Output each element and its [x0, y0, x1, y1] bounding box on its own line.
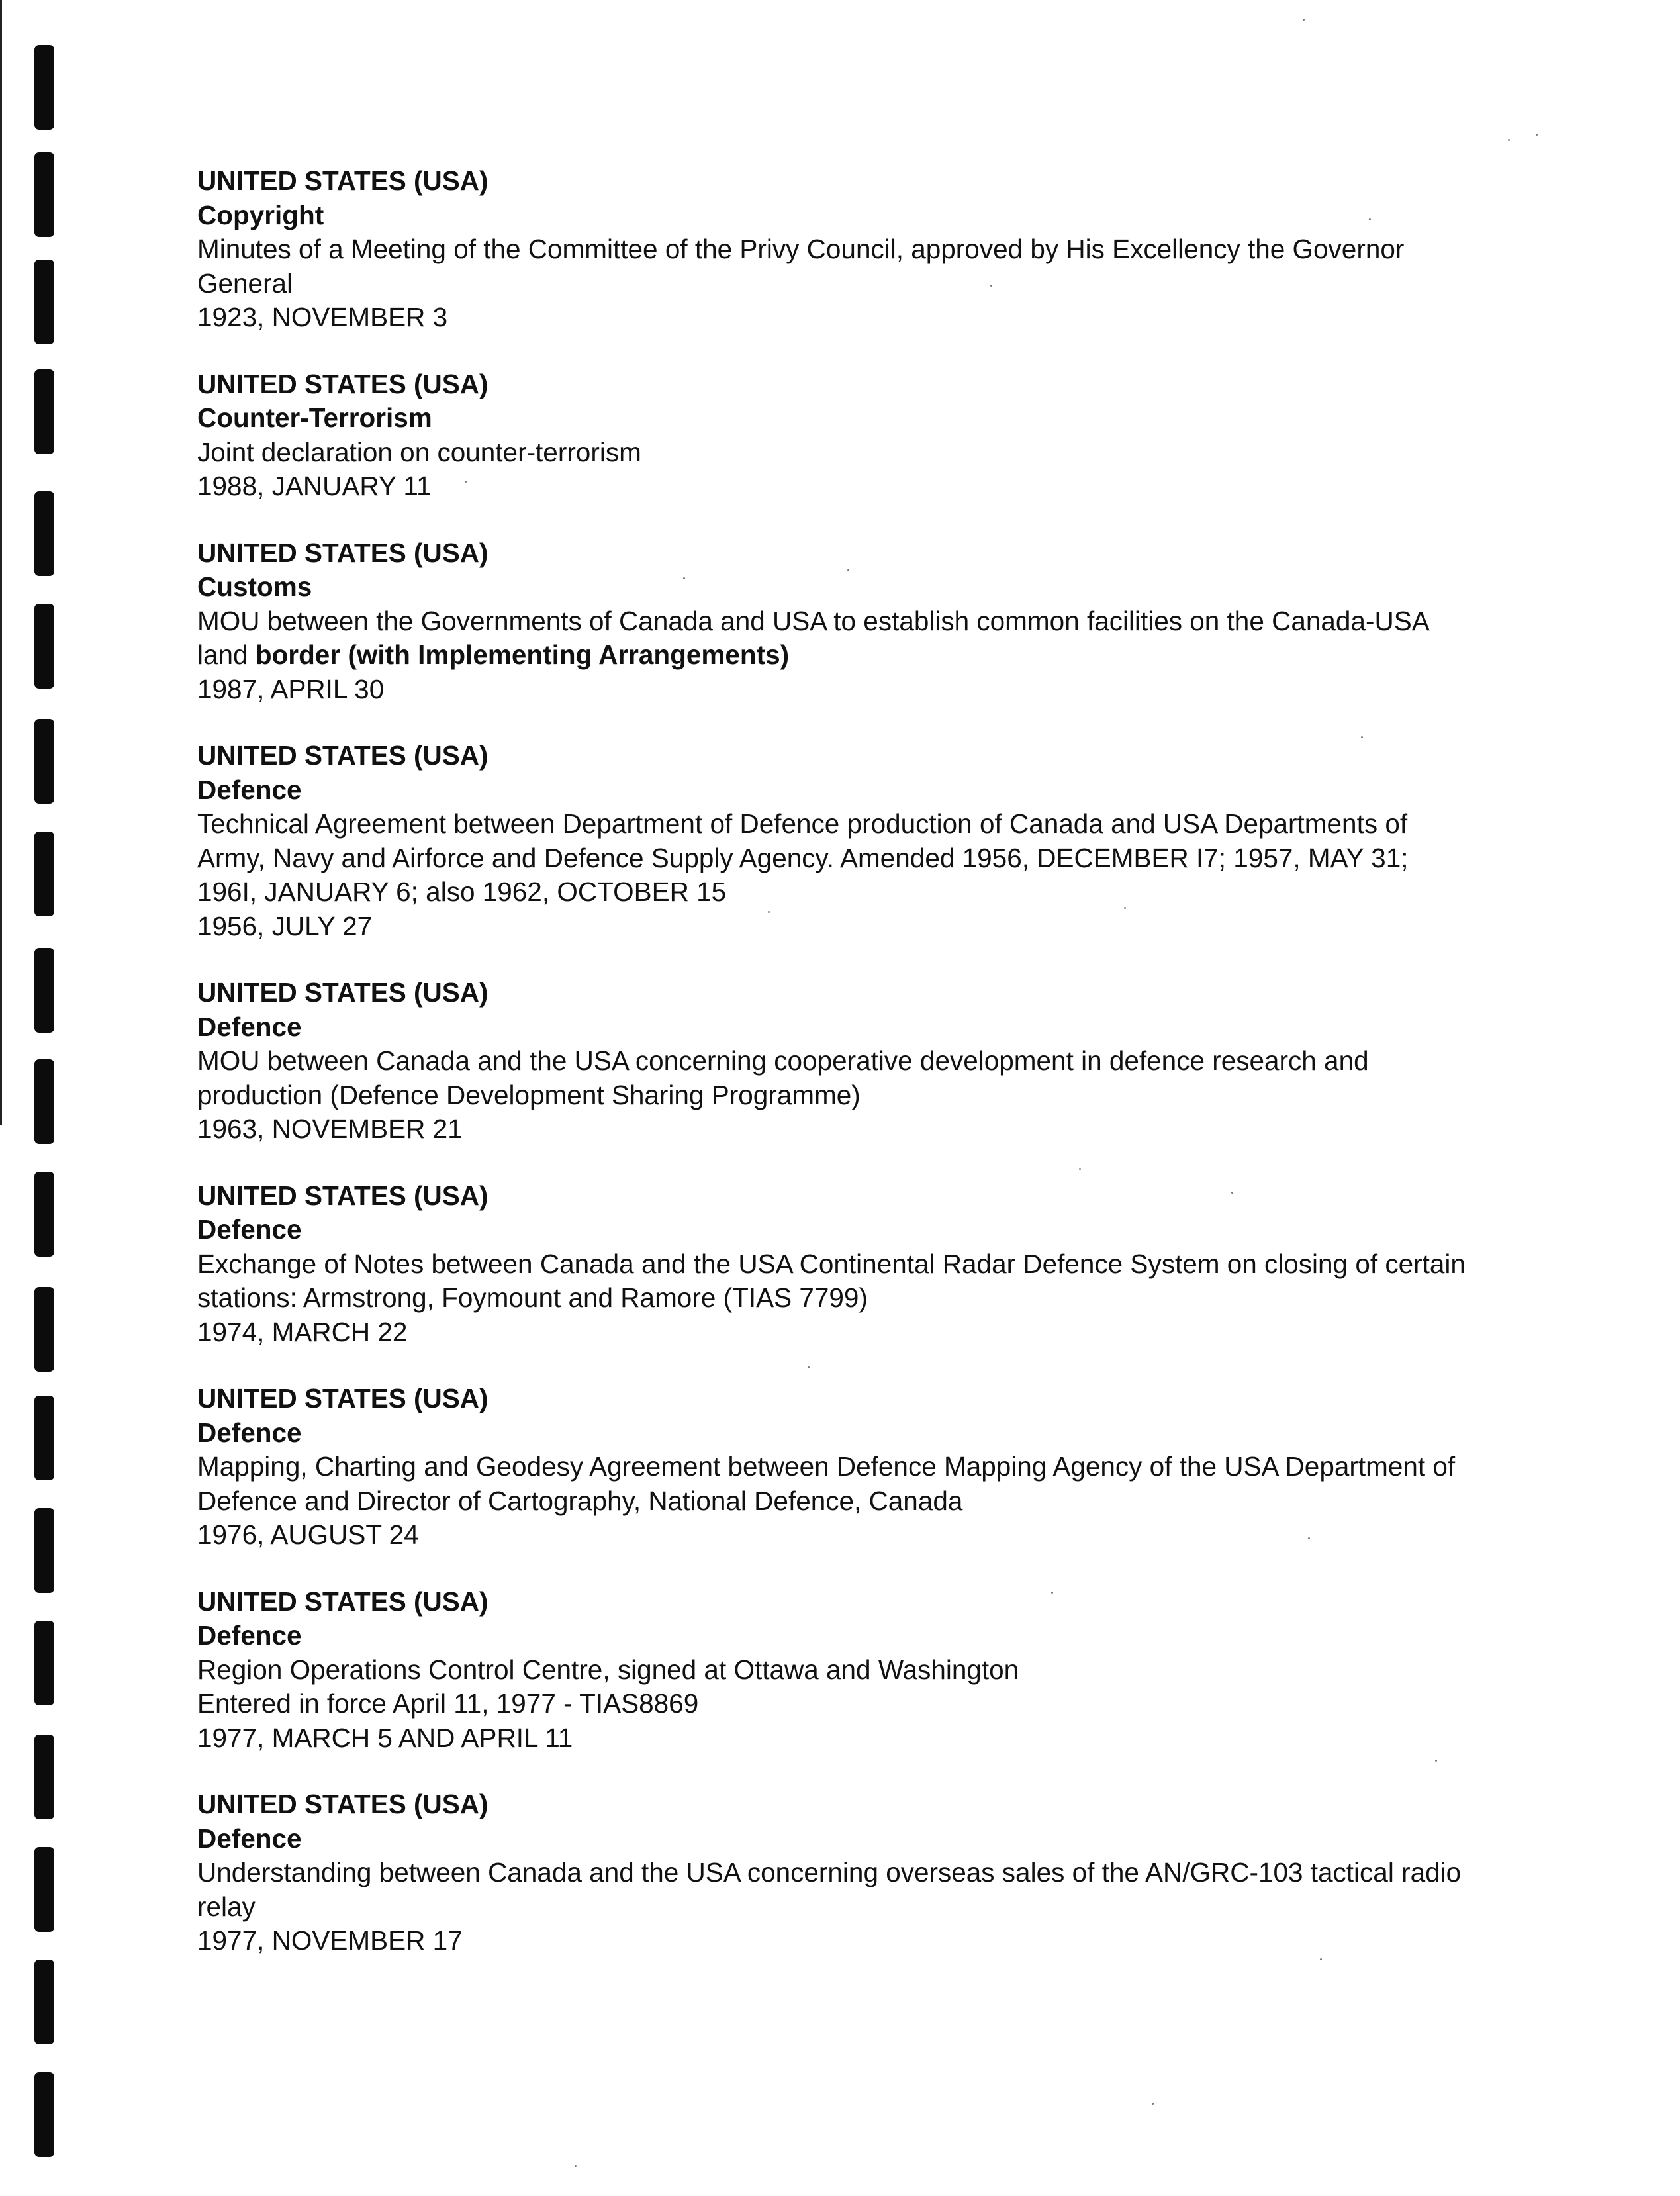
punch-hole	[34, 1172, 54, 1257]
entry-subject: Defence	[197, 1417, 302, 1448]
entry-description-line: Army, Navy and Airforce and Defence Supply Agency. Amended 1956, DECEMBER I7; 1957, MAY 31;	[197, 842, 1409, 873]
treaty-entry	[197, 536, 1515, 707]
treaty-entry	[197, 976, 1515, 1147]
scan-speck	[683, 577, 685, 579]
punch-hole	[34, 2072, 54, 2157]
entry-subject: Defence	[197, 774, 302, 805]
entry-description-line: Mapping, Charting and Geodesy Agreement between Defence Mapping Agency of the USA Department of	[197, 1451, 1456, 1482]
entry-subject: Defence	[197, 1823, 302, 1854]
scan-speck	[847, 569, 849, 571]
entry-date: 1923, NOVEMBER 3	[197, 302, 448, 332]
punch-hole	[34, 719, 54, 804]
entry-date: 1977, NOVEMBER 17	[197, 1925, 463, 1956]
entry-country: UNITED STATES (USA)	[197, 977, 489, 1008]
scan-speck	[990, 285, 992, 287]
description-bold-text: border (with Implementing Arrangements)	[255, 640, 790, 670]
entry-subject: Counter-Terrorism	[197, 403, 432, 433]
entry-description-line: Entered in force April 11, 1977 - TIAS8869	[197, 1688, 699, 1719]
entry-description-line: General	[197, 267, 293, 299]
scan-speck	[465, 481, 467, 483]
scan-speck	[575, 2165, 577, 2167]
punch-hole	[34, 604, 54, 689]
scan-speck	[1079, 1168, 1081, 1170]
entry-description-line: relay	[197, 1891, 256, 1922]
scan-speck	[1320, 1958, 1322, 1960]
entry-date: 1976, AUGUST 24	[197, 1519, 419, 1550]
entry-description-line: stations: Armstrong, Foymount and Ramore (TIAS 7799)	[197, 1282, 868, 1313]
entry-country: UNITED STATES (USA)	[197, 1180, 489, 1211]
entry-description-line: 196I, JANUARY 6; also 1962, OCTOBER 15	[197, 877, 727, 907]
punch-hole	[34, 832, 54, 916]
treaty-entry	[197, 367, 1515, 504]
treaty-entry	[197, 1585, 1515, 1756]
entry-date: 1956, JULY 27	[197, 910, 373, 941]
scan-speck	[808, 1366, 810, 1368]
entry-country: UNITED STATES (USA)	[197, 368, 489, 399]
entry-date: 1987, APRIL 30	[197, 673, 385, 704]
entry-country: UNITED STATES (USA)	[197, 740, 489, 771]
binder-holes	[0, 0, 73, 2196]
entry-description-line: Technical Agreement between Department of Defence production of Canada and USA Departments of	[197, 808, 1408, 839]
punch-hole	[34, 1059, 54, 1144]
entry-subject: Defence	[197, 1620, 302, 1650]
entry-country: UNITED STATES (USA)	[197, 166, 489, 196]
punch-hole	[34, 1847, 54, 1932]
entry-country: UNITED STATES (USA)	[197, 1586, 489, 1617]
treaty-entry	[197, 1382, 1515, 1552]
entry-subject: Customs	[197, 571, 312, 602]
entry-date: 1963, NOVEMBER 21	[197, 1114, 463, 1144]
entry-description-line: MOU between Canada and the USA concerning cooperative development in defence research and	[197, 1045, 1369, 1076]
scan-speck	[1152, 2103, 1154, 2105]
entry-date: 1977, MARCH 5 AND APRIL 11	[197, 1722, 573, 1753]
scan-speck	[1536, 134, 1538, 136]
scan-speck	[1124, 907, 1126, 909]
punch-hole	[34, 1508, 54, 1593]
entry-description-line: MOU between the Governments of Canada and USA to establish common facilities on the Canada-USA	[197, 605, 1430, 636]
punch-hole	[34, 369, 54, 454]
entry-description-line: Defence and Director of Cartography, National Defence, Canada	[197, 1485, 963, 1516]
entry-description-line: Joint declaration on counter-terrorism	[197, 436, 641, 467]
entry-description-line: Exchange of Notes between Canada and the USA Continental Radar Defence System on closing of certain	[197, 1248, 1466, 1279]
description-regular-text: land	[197, 640, 256, 670]
entry-country: UNITED STATES (USA)	[197, 1383, 489, 1413]
punch-hole	[34, 491, 54, 576]
treaty-entry	[197, 164, 1515, 335]
entry-subject: Defence	[197, 1011, 302, 1042]
entry-description-line: production (Defence Development Sharing Programme)	[197, 1079, 861, 1110]
scan-speck	[768, 911, 770, 913]
entry-date: 1988, JANUARY 11	[197, 471, 432, 501]
scan-speck	[1361, 736, 1363, 738]
scan-speck	[1231, 1192, 1233, 1194]
entry-description-line: Region Operations Control Centre, signed at Ottawa and Washington	[197, 1654, 1019, 1685]
page-edge	[0, 0, 2, 1125]
scan-speck	[1369, 218, 1371, 220]
entry-country: UNITED STATES (USA)	[197, 537, 489, 568]
entry-description-line: Minutes of a Meeting of the Committee of the Privy Council, approved by His Excellency the Governor	[197, 234, 1405, 264]
scan-speck	[1435, 1760, 1437, 1762]
punch-hole	[34, 948, 54, 1033]
treaty-list	[197, 164, 1515, 1991]
punch-hole	[34, 45, 54, 130]
scan-speck	[1308, 1537, 1310, 1539]
punch-hole	[34, 260, 54, 344]
punch-hole	[34, 1621, 54, 1705]
punch-hole	[34, 1396, 54, 1480]
scan-speck	[1303, 19, 1305, 21]
treaty-entry	[197, 1179, 1515, 1350]
entry-subject: Defence	[197, 1214, 302, 1245]
scan-speck	[1051, 1592, 1053, 1594]
entry-description-line: Understanding between Canada and the USA concerning overseas sales of the AN/GRC-103 tactical radio	[197, 1857, 1462, 1887]
entry-country: UNITED STATES (USA)	[197, 1789, 489, 1819]
punch-hole	[34, 1287, 54, 1372]
treaty-entry	[197, 739, 1515, 943]
entry-subject: Copyright	[197, 199, 324, 230]
entry-description-line	[197, 638, 1515, 673]
punch-hole	[34, 1735, 54, 1819]
punch-hole	[34, 152, 54, 237]
scan-speck	[1508, 139, 1510, 141]
punch-hole	[34, 1960, 54, 2044]
treaty-entry	[197, 1788, 1515, 1958]
entry-date: 1974, MARCH 22	[197, 1316, 408, 1347]
